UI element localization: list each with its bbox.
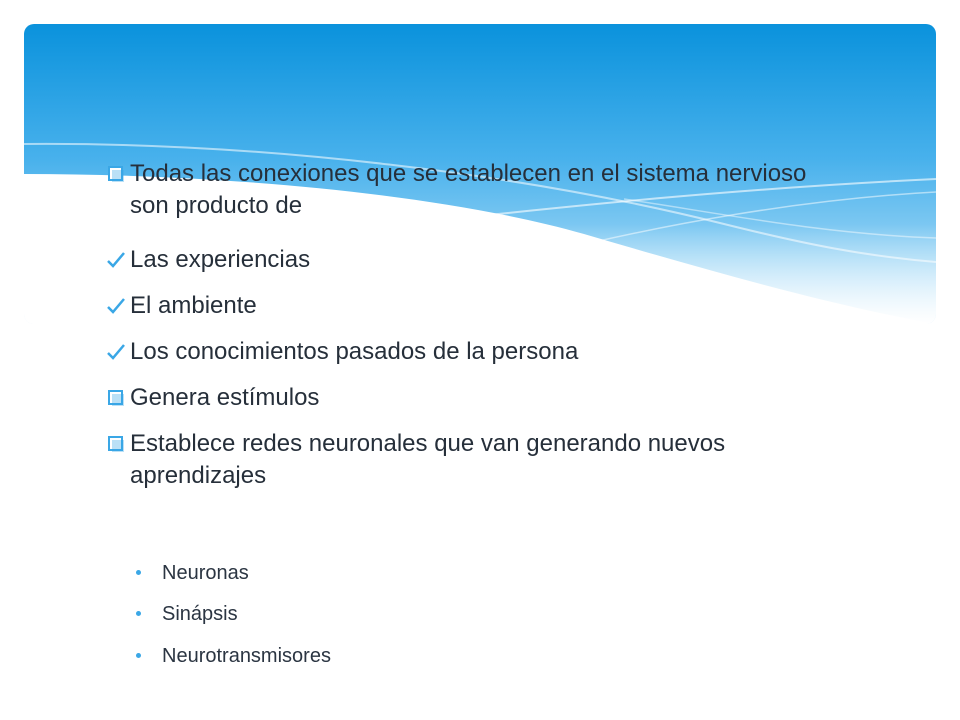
dot-bullet-icon: [136, 653, 141, 658]
bullet-item-1: [104, 158, 810, 222]
dot-bullet-icon: [136, 611, 141, 616]
sub-item-2: [136, 600, 238, 628]
sub-text: Sinápsis: [162, 603, 238, 625]
bullet-item-3: [104, 428, 810, 492]
bullet-item-2: [104, 382, 810, 414]
checkmark-icon: [104, 290, 128, 322]
square-bullet-icon: [104, 428, 128, 460]
check-item-2: [104, 290, 810, 322]
check-item-1: [104, 244, 810, 276]
sub-text: Neurotransmisores: [162, 645, 331, 667]
bullet-text: Todas las conexiones que se establecen en el sistema nervioso son producto de: [130, 160, 807, 219]
dot-bullet-icon: [136, 570, 141, 575]
check-text: El ambiente: [130, 292, 257, 319]
sub-item-3: [136, 642, 331, 670]
sub-item-1: [136, 559, 249, 587]
bullet-text: Genera estímulos: [130, 384, 320, 411]
checkmark-icon: [104, 244, 128, 276]
bullet-text: Establece redes neuronales que van generando nuevos aprendizajes: [130, 430, 726, 489]
checkmark-icon: [104, 336, 128, 368]
check-item-3: [104, 336, 810, 368]
check-text: Las experiencias: [130, 246, 311, 273]
square-bullet-icon: [104, 158, 128, 190]
square-bullet-icon: [104, 382, 128, 414]
sub-text: Neuronas: [162, 562, 249, 584]
check-text: Los conocimientos pasados de la persona: [130, 338, 579, 365]
